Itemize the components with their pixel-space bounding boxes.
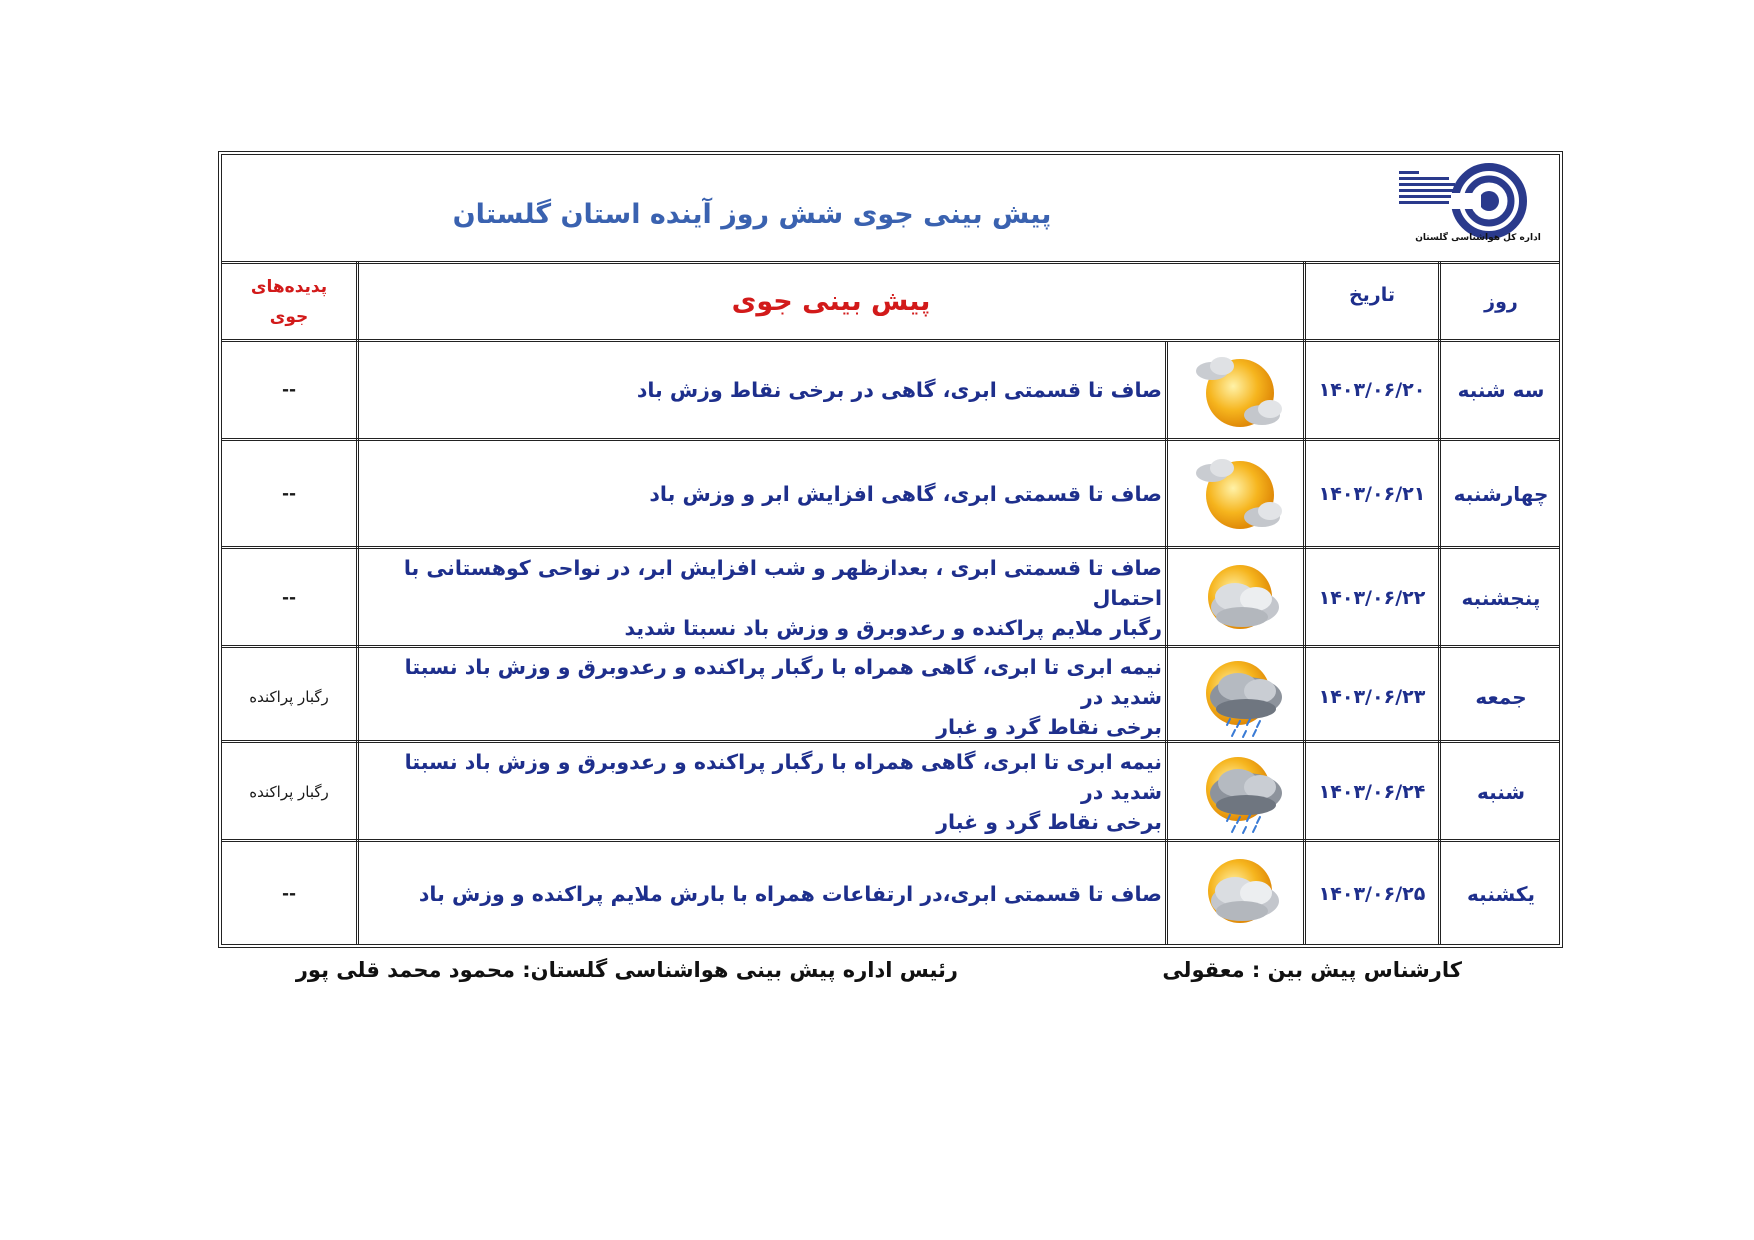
row-description-line1: صاف تا قسمتی ابری،در ارتفاعات همراه با بارش ملایم پراکنده و وزش باد bbox=[418, 881, 1162, 906]
row-date: ۱۴۰۳/۰۶/۲۴ bbox=[1318, 780, 1426, 803]
row-date: ۱۴۰۳/۰۶/۲۱ bbox=[1318, 483, 1426, 505]
row-description bbox=[362, 649, 1162, 745]
row-phenomena: -- bbox=[281, 484, 297, 504]
row-description bbox=[362, 550, 1162, 645]
row-description-line1: نیمه ابری تا ابری، گاهی همراه با رگبار پراکنده و رعدوبرق و وزش باد نسبتا شدید در bbox=[404, 749, 1162, 804]
row-description bbox=[362, 442, 1162, 546]
header-phenomena-line1: پدیده‌های bbox=[250, 277, 328, 297]
header-day: روز bbox=[1484, 290, 1518, 313]
logo-caption: اداره کل هواشناسی گلستان bbox=[1415, 233, 1541, 243]
row-phenomena: -- bbox=[281, 587, 297, 608]
row-description-line2: برخی نقاط گرد و غبار bbox=[936, 715, 1162, 739]
row-phenomena: -- bbox=[281, 380, 297, 400]
row-description bbox=[362, 843, 1162, 944]
row-description bbox=[362, 744, 1162, 839]
table-inner-border bbox=[221, 154, 1560, 945]
forecaster-name: کارشناس پیش بین : معقولی bbox=[1162, 958, 1462, 982]
row-divider bbox=[222, 438, 1559, 441]
cloudy-sun-icon bbox=[1190, 849, 1290, 935]
column-divider bbox=[356, 261, 359, 944]
row-phenomena: -- bbox=[281, 883, 297, 904]
rain-cloud-sun-icon bbox=[1190, 749, 1290, 837]
row-date: ۱۴۰۳/۰۶/۲۵ bbox=[1318, 882, 1426, 905]
row-description-line1: نیمه ابری تا ابری، گاهی همراه با رگبار پراکنده و رعدوبرق و وزش باد نسبتا شدید در bbox=[404, 655, 1162, 709]
row-phenomena: رگبار پراکنده bbox=[249, 688, 329, 706]
row-description-line1: صاف تا قسمتی ابری ، بعدازظهر و شب افزایش ابر، در نواحی کوهستانی با احتمال bbox=[403, 555, 1162, 610]
icon-column-divider bbox=[1165, 341, 1168, 944]
partly-cloudy-sun-icon bbox=[1190, 349, 1290, 435]
row-phenomena: رگبار پراکنده bbox=[249, 782, 329, 801]
partly-cloudy-sun-icon bbox=[1190, 451, 1290, 537]
row-day: سه شنبه bbox=[1457, 378, 1545, 402]
rain-cloud-sun-icon bbox=[1190, 653, 1290, 741]
row-divider bbox=[222, 645, 1559, 648]
row-description bbox=[362, 342, 1162, 438]
row-day: یکشنبه bbox=[1467, 881, 1535, 906]
row-date: ۱۴۰۳/۰۶/۲۰ bbox=[1318, 379, 1426, 401]
header-phenomena bbox=[222, 267, 356, 337]
department-head-name: رئیس اداره پیش بینی هواشناسی گلستان: محمود محمد قلی پور bbox=[295, 958, 958, 982]
page-title: پیش بینی جوی شش روز آینده استان گلستان bbox=[452, 199, 1052, 230]
header-date: تاریخ bbox=[1348, 284, 1396, 306]
forecast-table bbox=[218, 151, 1563, 948]
row-date: ۱۴۰۳/۰۶/۲۲ bbox=[1318, 586, 1426, 609]
row-description-line1: صاف تا قسمتی ابری، گاهی در برخی نقاط وزش باد bbox=[636, 378, 1162, 402]
row-date: ۱۴۰۳/۰۶/۲۳ bbox=[1318, 686, 1426, 708]
header-forecast: پیش بینی جوی bbox=[731, 286, 931, 317]
row-day: جمعه bbox=[1475, 685, 1527, 709]
row-day: چهارشنبه bbox=[1453, 482, 1549, 506]
row-description-line1: صاف تا قسمتی ابری، گاهی افزایش ابر و وزش باد bbox=[649, 482, 1162, 506]
row-description-line2: برخی نقاط گرد و غبار bbox=[936, 809, 1162, 834]
row-description-line2: رگبار ملایم پراکنده و رعدوبرق و وزش باد نسبتا شدید bbox=[624, 615, 1162, 640]
header-phenomena-line2: جوی bbox=[269, 307, 309, 327]
row-day: پنجشنبه bbox=[1461, 585, 1541, 610]
row-divider bbox=[222, 546, 1559, 549]
cloudy-sun-icon bbox=[1190, 555, 1290, 641]
row-day: شنبه bbox=[1476, 779, 1526, 804]
row-divider bbox=[222, 839, 1559, 842]
